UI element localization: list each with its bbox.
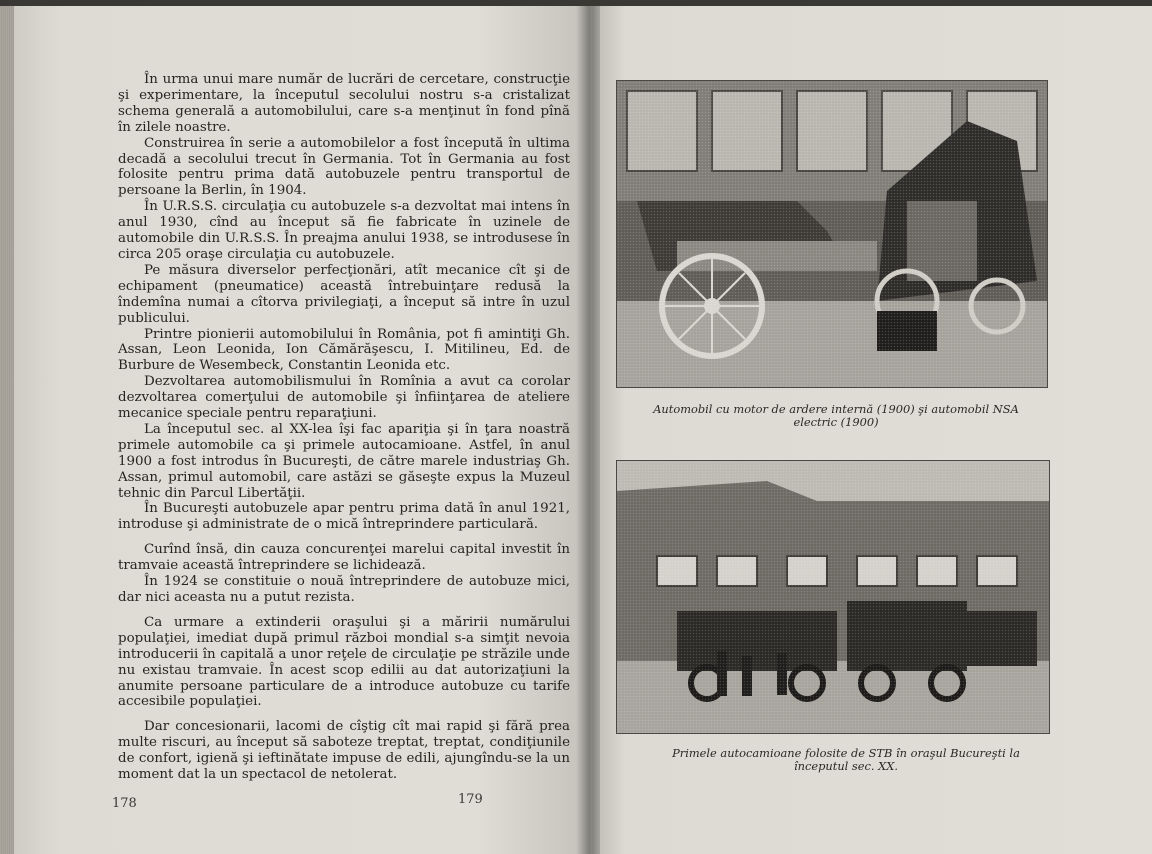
paragraph: Printre pionierii automobilului în România, pot fi amintiţi Gh. Assan, Leon Leonida, Ion Cămărăşescu, I. Mitilineu, Ed. de Burbure de Wesembeck, Constantin Leonida etc.	[118, 326, 570, 374]
photo-early-trucks-image	[617, 461, 1049, 733]
paragraph: Construirea în serie a automobilelor a fost începută în ultima decadă a secolului trecut în Germania. Tot în Germania au fost folosite pentru prima dată autobuzele pentru transportul de persoane la Berlin, în 1904.	[118, 135, 570, 199]
paragraph: Pe măsura diverselor perfecţionări, atît mecanice cît şi de echipament (pneumatice) această întrebuinţare redusă la îndemîna numai a cîtorva privilegiaţi, a început să intre în uzul publicului.	[118, 262, 570, 326]
paragraph: La începutul sec. al XX-lea îşi fac apariţia şi în ţara noastră primele automobile ca şi primele autocamioane. Astfel, în anul 1900 a fost introdus în Bucureşti, de către marele industriaş Gh. Assan, primul automobil, care astăzi se găseşte expus la Muzeul tehnic din Parcul Libertăţii.	[118, 421, 570, 501]
paragraph: În 1924 se constituie o nouă întreprindere de autobuze mici, dar nici aceasta nu a putut rezista.	[118, 574, 570, 605]
paragraph: În urma unui mare număr de lucrări de cercetare, construcţie şi experimentare, la începutul secolului nostru s-a cristalizat schema generală a automobilului, care s-a menţinut în fond pînă în zilele noastre.	[118, 72, 570, 135]
paragraph: În Bucureşti autobuzele apar pentru prima dată în anul 1921, introduse şi administrate de o mică întreprindere particulară.	[118, 501, 570, 533]
book-gutter	[576, 6, 600, 854]
paragraph: În U.R.S.S. circulaţia cu autobuzele s-a dezvoltat mai intens în anul 1930, cînd au început să fie fabricate în uzinele de automobile din U.R.S.S. În preajma anului 1938, se introdusese în circa 205 oraşe circulaţia cu autobuzele.	[118, 199, 570, 262]
paragraph: Curînd însă, din cauza concurenţei marelui capital investit în tramvaie această întreprindere se lichidează.	[118, 542, 570, 574]
paragraph: Dezvoltarea automobilismului în Romînia a avut ca corolar dezvoltarea comerţului de automobile şi înfiinţarea de ateliere mecanice speciale pentru reparaţiuni.	[118, 374, 570, 422]
photo-early-automobiles-image	[617, 81, 1047, 387]
left-page-text	[118, 72, 570, 783]
paragraph: Dar concesionarii, lacomi de cîştig cît mai rapid şi fără prea multe riscuri, au început să saboteze treptat, treptat, condiţiunile de confort, igienă şi ieftinătate impuse de edili, ajungîndu-se la un moment dat la un spectacol de netolerat.	[118, 719, 570, 783]
photo-caption-1: Automobil cu motor de ardere internă (1900) şi automobil NSA electric (1900)	[653, 402, 1019, 429]
page-number-right: 179	[458, 792, 483, 807]
page-number-left: 178	[112, 796, 137, 811]
photo-early-trucks	[616, 460, 1050, 734]
paragraph: Ca urmare a extinderii oraşului şi a măririi numărului populaţiei, imediat după primul război mondial s-a simţit nevoia introducerii în capitală a unor reţele de circulaţie pe străzile unde nu existau tramvaie. În acest scop edilii au dat autorizaţiuni la anumite persoane particulare de a introduce autobuze cu tarife accesibile populaţiei.	[118, 614, 570, 710]
photo-caption-2: Primele autocamioane folosite de STB în oraşul Bucureşti la începutul sec. XX.	[672, 746, 1020, 773]
page-edges	[0, 6, 14, 854]
photo-early-automobiles	[616, 80, 1048, 388]
